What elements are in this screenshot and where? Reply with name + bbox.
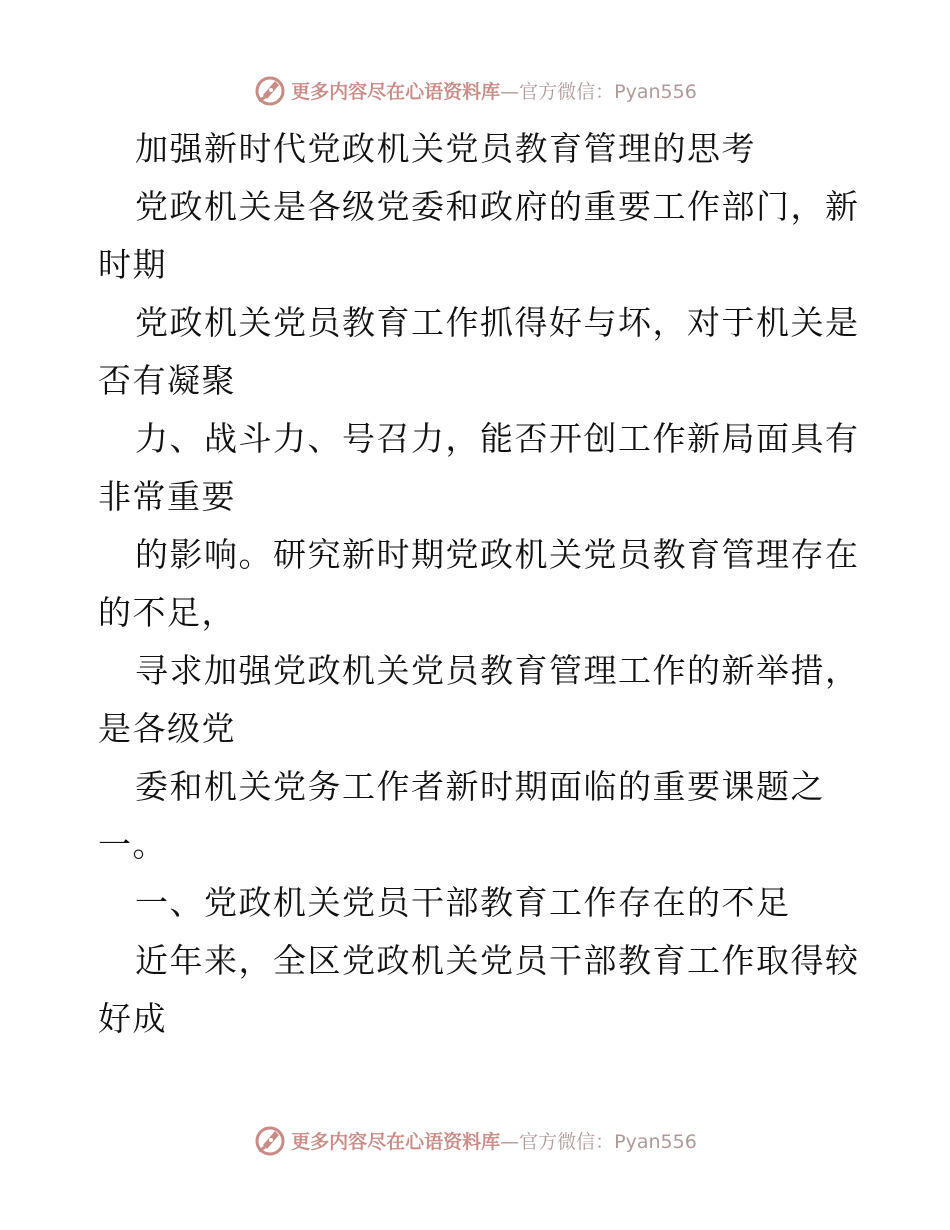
paragraph-line: 一。: [98, 825, 167, 864]
paragraph-line: 力、战斗力、号召力，能否开创工作新局面具有: [135, 419, 860, 458]
paragraph-line: 委和机关党务工作者新时期面临的重要课题之: [135, 767, 825, 806]
footer-watermark: [0, 1120, 950, 1160]
document-body: [98, 120, 858, 1048]
paragraph-line: 的不足，: [98, 593, 236, 632]
header-watermark-text: [291, 77, 697, 104]
footer-watermark-tail: 官方微信：Pyan556: [519, 1130, 697, 1153]
header-watermark-tail: 官方微信：Pyan556: [519, 80, 697, 103]
footer-watermark-text: [291, 1127, 697, 1154]
section-heading: 一、党政机关党员干部教育工作存在的不足: [135, 883, 791, 922]
pen-nib-logo-icon: [253, 73, 287, 107]
paragraph-line: 否有凝聚: [98, 361, 236, 400]
paragraph-line: 好成: [98, 999, 167, 1038]
paragraph-line: 党政机关党员教育工作抓得好与坏，对于机关是: [135, 303, 860, 342]
paragraph-line: 是各级党: [98, 709, 236, 748]
paragraph-line: 寻求加强党政机关党员教育管理工作的新举措，: [135, 651, 860, 690]
footer-watermark-main: 更多内容尽在心语资料库: [291, 1130, 501, 1153]
paragraph-line: 近年来，全区党政机关党员干部教育工作取得较: [135, 941, 860, 980]
document-title: 加强新时代党政机关党员教育管理的思考: [135, 129, 756, 168]
header-watermark-dash: —: [500, 80, 520, 103]
header-watermark-main: 更多内容尽在心语资料库: [291, 80, 501, 103]
paragraph-line: 非常重要: [98, 477, 236, 516]
pen-nib-logo-icon: [253, 1123, 287, 1157]
paragraph-line: 党政机关是各级党委和政府的重要工作部门，新: [135, 187, 860, 226]
header-watermark: [0, 70, 950, 110]
paragraph-line: 的影响。研究新时期党政机关党员教育管理存在: [135, 535, 860, 574]
footer-watermark-dash: —: [500, 1130, 520, 1153]
paragraph-line: 时期: [98, 245, 167, 284]
